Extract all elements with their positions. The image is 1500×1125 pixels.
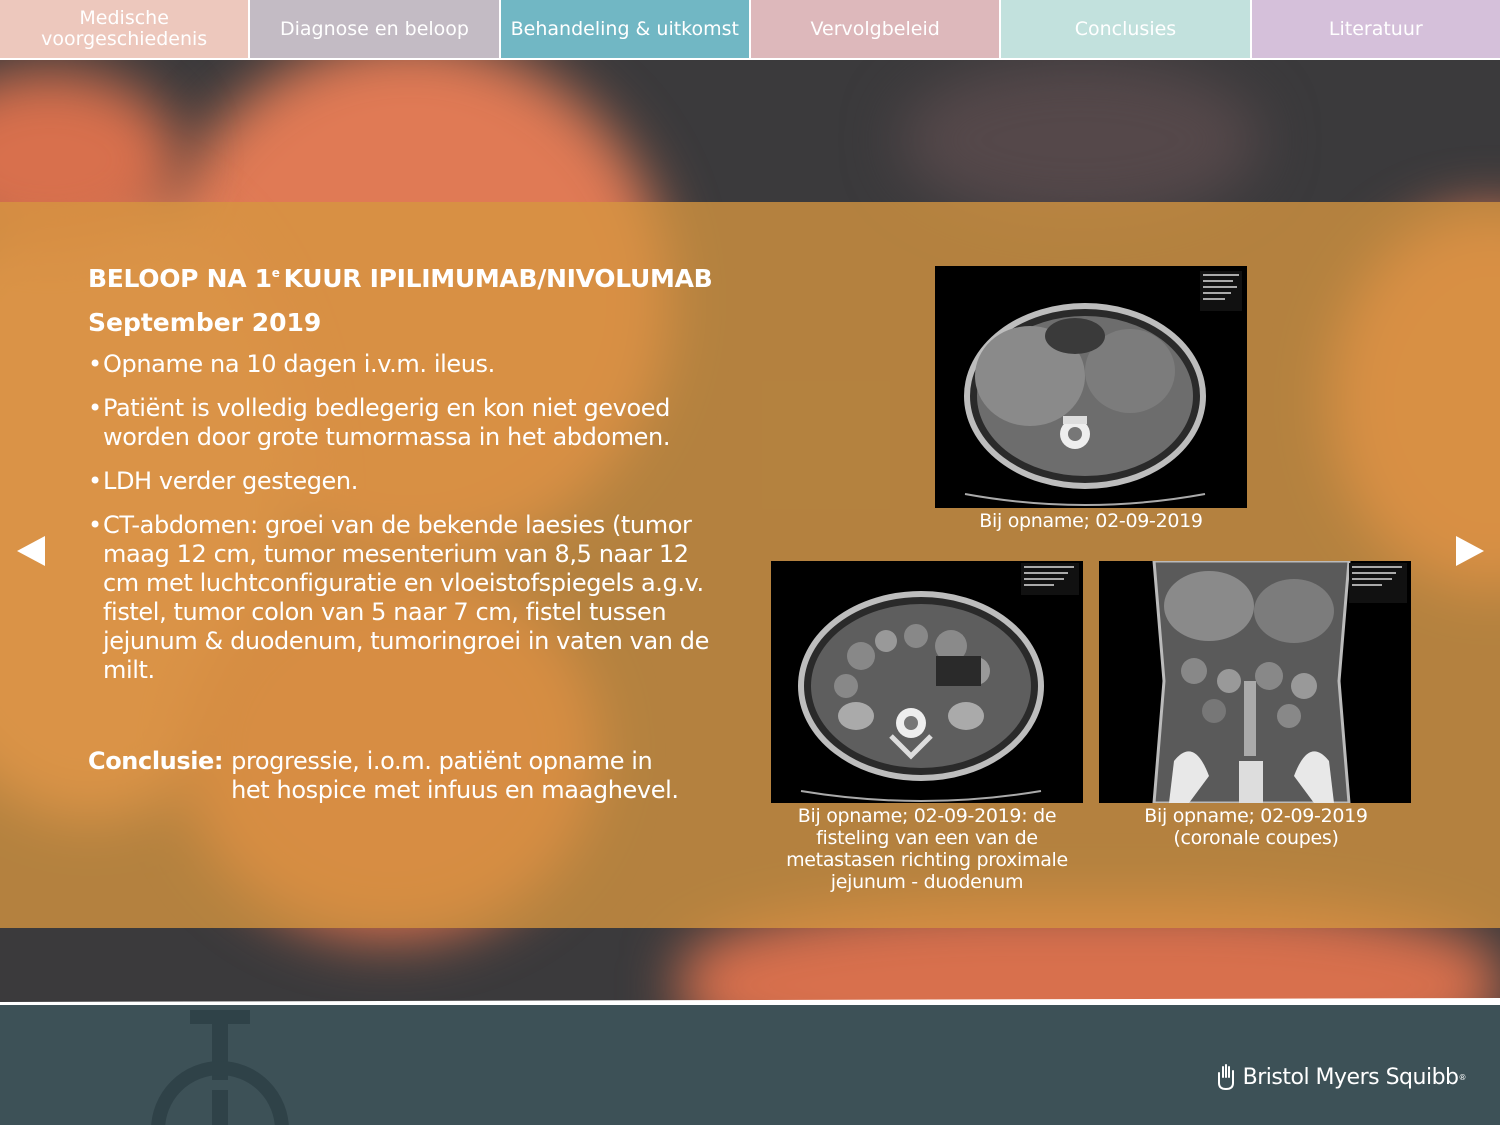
tab-behandeling-uitkomst[interactable] [501,0,751,60]
tab-label: Behandeling & uitkomst [510,17,739,40]
footer [0,1005,1500,1125]
title-prefix: BELOOP NA 1 [88,264,272,293]
bullet-text: LDH verder gestegen. [103,467,358,495]
tab-medische-voorgeschiedenis[interactable] [0,0,250,60]
bullet-text: Opname na 10 dagen i.v.m. ileus. [103,350,495,378]
list-item: • CT-abdomen: groei van de bekende laesies (tumor maag 12 cm, tumor mesenterium van 8,5 naar 12 cm met luchtconfiguratie en vloeistofspiegels a.g.v. fistel, tumor colon van 5 naar 7 cm, fistel tussen jejunum & duodenum, tumoringroei in vaten van de milt. [88,511,710,684]
ct-scan-coronal-image [1099,561,1411,803]
bullet-text: CT-abdomen: groei van de bekende laesies (tumor maag 12 cm, tumor mesenterium van 8,5 naar 12 cm met luchtconfiguratie en vloeistofspiegels a.g.v. fistel, tumor colon van 5 naar 7 cm, fistel tussen jejunum & duodenum, tumoringroei in vaten van de milt. [103,511,710,684]
title-superscript: e [271,266,280,280]
brand-logo [1215,1063,1466,1091]
hand-icon [1215,1063,1237,1091]
conclusion-label: Conclusie: [88,747,224,775]
tab-label: Vervolgbeleid [810,17,940,40]
list-item: • Patiënt is volledig bedlegerig en kon niet gevoed worden door grote tumormassa in het abdomen. [88,394,671,451]
conclusion-text: progressie, i.o.m. patiënt opname in het hospice met infuus en maaghevel. [231,747,679,804]
bullet-text: Patiënt is volledig bedlegerig en kon niet gevoed worden door grote tumormassa in het abdomen. [103,394,671,451]
tab-conclusies[interactable] [1001,0,1251,60]
top-navigation [0,0,1500,60]
page-subtitle: September 2019 [88,308,322,337]
list-item: • Opname na 10 dagen i.v.m. ileus. [88,350,495,378]
tab-vervolgbeleid[interactable] [751,0,1001,60]
tab-label: Literatuur [1328,17,1423,40]
brand-name: Bristol Myers Squibb [1242,1064,1459,1090]
tab-label: Diagnose en beloop [279,17,469,40]
tab-label: Medische voorgeschiedenis [41,7,208,50]
ct-scan-axial-lower-image [771,561,1083,803]
bullet-list [88,350,728,700]
image-caption: Bij opname; 02-09-2019 (coronale coupes) [1144,805,1368,849]
tab-diagnose-en-beloop[interactable] [250,0,500,60]
arrow-right-icon[interactable] [1453,534,1487,568]
image-caption: Bij opname; 02-09-2019: de fisteling van een van de metastasen richting proximale jejunum - duodenum [786,805,1068,893]
list-item: • LDH verder gestegen. [88,467,358,495]
image-caption: Bij opname; 02-09-2019 [979,510,1203,532]
decorative-symbol-icon [150,1010,290,1125]
tab-literatuur[interactable] [1252,0,1500,60]
brand-mark: ® [1458,1072,1466,1082]
conclusion [88,747,691,805]
title-suffix: KUUR IPILIMUMAB/NIVOLUMAB [283,264,713,293]
tab-label: Conclusies [1074,17,1177,40]
arrow-left-icon[interactable] [14,534,48,568]
ct-scan-axial-upper-image [935,266,1247,508]
page-title [88,264,712,293]
content-panel [0,202,1500,928]
